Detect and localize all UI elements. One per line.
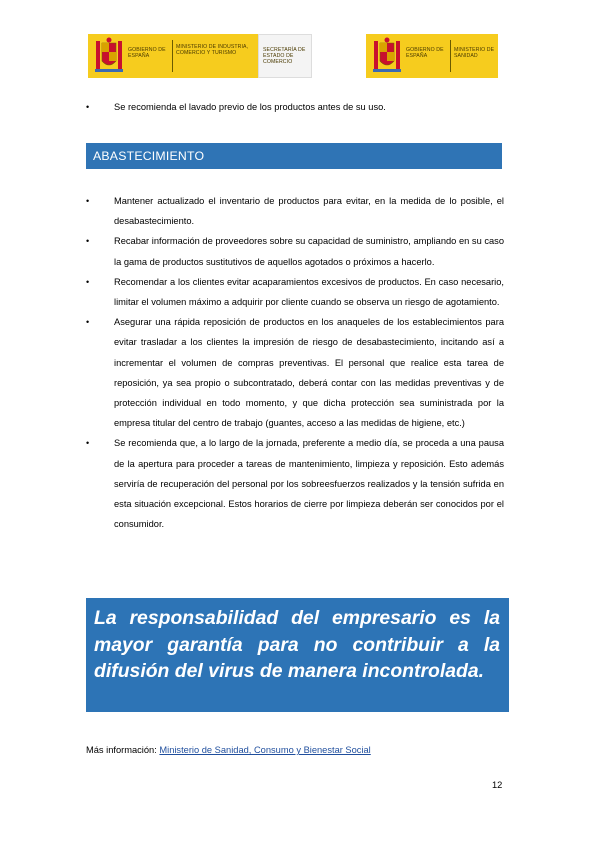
logo-ministerio-sanidad bbox=[366, 34, 498, 78]
more-info bbox=[86, 745, 371, 755]
bullet-icon: • bbox=[86, 276, 90, 287]
section-header bbox=[86, 143, 502, 169]
page-number: 12 bbox=[492, 780, 503, 790]
abastecimiento-bullet-list bbox=[86, 191, 504, 534]
list-item bbox=[86, 433, 504, 534]
logo-text-secretaria: SECRETARÍA DE ESTADO DE COMERCIO bbox=[263, 47, 306, 65]
logo-divider bbox=[450, 40, 451, 72]
callout-box bbox=[86, 598, 509, 712]
list-item-text: Asegurar una rápida reposición de productos en los anaqueles de los establecimientos para evitar trasladar a los clientes la impresión de riesgo de desabastecimiento, incitando así a incrementar el volumen de compras preventivas. El personal que realice esta tarea de reposición, ya sea propio o subcontratado, deberá contar con las medidas preventivas y de protección individual en todo momento, y que dicha protección sea suministrada por la empresa titular del centro de trabajo (guantes, acceso a las medidas de higiene, etc.) bbox=[114, 317, 504, 429]
logo-text-gobierno: GOBIERNO DE ESPAÑA bbox=[406, 47, 444, 59]
ministerio-sanidad-link[interactable]: Ministerio de Sanidad, Consumo y Bienestar Social bbox=[159, 745, 371, 755]
intro-bullet-list bbox=[86, 97, 504, 117]
bullet-icon: • bbox=[86, 236, 90, 247]
section-title: ABASTECIMIENTO bbox=[93, 149, 205, 163]
logo-text-sanidad: MINISTERIO DE SANIDAD bbox=[454, 47, 495, 59]
logo-text-gobierno: GOBIERNO DE ESPAÑA bbox=[128, 47, 166, 59]
callout-text: La responsabilidad del empresario es la mayor garantía para no contribuir a la difusión del virus de manera incontrolada. bbox=[94, 607, 500, 682]
more-info-label: Más información: bbox=[86, 745, 157, 755]
list-item-text: Recomendar a los clientes evitar acaparamientos excesivos de productos. En caso necesario, limitar el volumen máximo a adquirir por cliente cuando se observa un riesgo de agotamiento. bbox=[114, 276, 504, 308]
list-item bbox=[86, 191, 504, 231]
bullet-icon: • bbox=[86, 438, 90, 449]
list-item-text: Se recomienda que, a lo largo de la jornada, preferente a medio día, se proceda a una pausa de la apertura para proceder a tareas de mantenimiento, limpieza y reposición. Esto además serviría de recuperación del personal por los sobreesfuerzos realizados y la tensión sufrida en esta situación excepcional. Estos horarios de cierre por limpieza deberán ser conocidos por el consumidor. bbox=[114, 438, 504, 530]
logo-ministerio-industria bbox=[88, 34, 312, 78]
logo-text-ministerio: MINISTERIO DE INDUSTRIA, COMERCIO Y TURISMO bbox=[176, 44, 249, 56]
coat-of-arms-icon bbox=[94, 37, 124, 75]
list-item bbox=[86, 312, 504, 433]
bullet-icon: • bbox=[86, 196, 90, 206]
coat-of-arms-icon bbox=[372, 37, 402, 75]
bullet-icon: • bbox=[86, 102, 90, 112]
logo-divider bbox=[172, 40, 173, 72]
list-item-text: Mantener actualizado el inventario de productos para evitar, en la medida de lo posible, el desabastecimiento. bbox=[114, 196, 504, 227]
list-item bbox=[86, 97, 504, 117]
list-item bbox=[86, 272, 504, 312]
list-item bbox=[86, 231, 504, 271]
list-item-text: Se recomienda el lavado previo de los productos antes de su uso. bbox=[114, 102, 386, 112]
logo-secretaria-panel bbox=[258, 34, 312, 78]
bullet-icon: • bbox=[86, 317, 90, 328]
list-item-text: Recabar información de proveedores sobre su capacidad de suministro, ampliando en su caso la gama de productos sustitutivos de aquellos agotados o próximos a hacerlo. bbox=[114, 236, 504, 267]
